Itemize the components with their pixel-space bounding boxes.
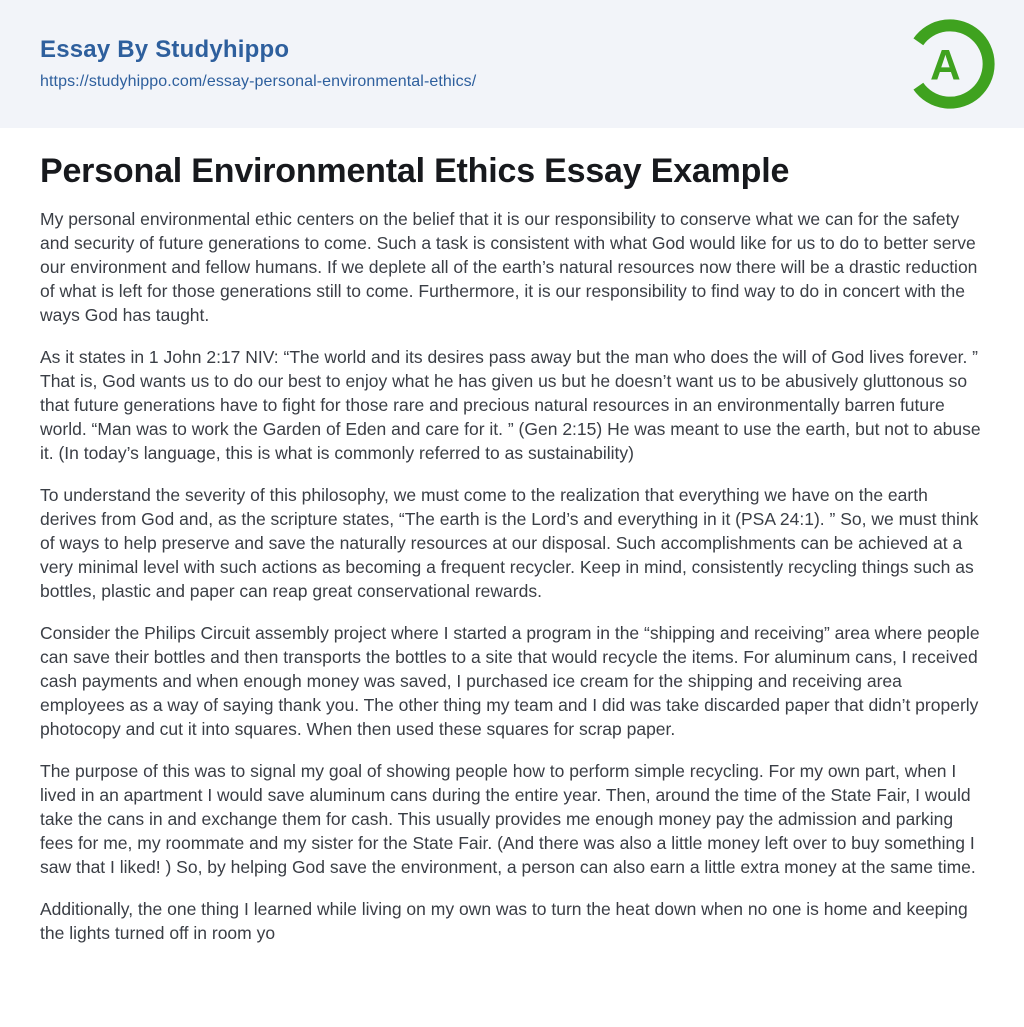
source-url-link[interactable]: https://studyhippo.com/essay-personal-environmental-ethics/ bbox=[40, 73, 477, 91]
header bbox=[0, 0, 1024, 128]
essay-paragraph-3: To understand the severity of this philosophy, we must come to the realization that everything we have on the earth derives from God and, as the scripture states, “The earth is the Lord’s and everything in it (PSA 24:1). ” So, we must think of ways to help preserve and save the naturally resources at our disposal. Such accomplishments can be achieved at a very minimal level with such actions as becoming a frequent recycler. Keep in mind, consistently recycling things such as bottles, plastic and paper can reap great conservational rewards. bbox=[40, 485, 979, 602]
open-circle-arc-icon bbox=[904, 18, 996, 110]
essay-paragraph-1: My personal environmental ethic centers on the belief that it is our responsibility to conserve what we can for the safety and security of future generations to come. Such a task is consistent with what God would like for us to do to better serve our environment and fellow humans. If we deplete all of the earth’s natural resources now there will be a drastic reduction of what is left for those generations still to come. Furthermore, it is our responsibility to find way to do in concert with the ways God has taught. bbox=[40, 209, 978, 326]
studyhippo-logo bbox=[904, 18, 996, 110]
essay-paragraph-6: Additionally, the one thing I learned while living on my own was to turn the heat down when no one is home and keeping the lights turned off in room yo bbox=[40, 899, 968, 944]
essay-content bbox=[0, 128, 1024, 1003]
logo-letter: A bbox=[930, 41, 961, 89]
essay-paragraph-2: As it states in 1 John 2:17 NIV: “The world and its desires pass away but the man who does the will of God lives forever. ” That is, God wants us to do our best to enjoy what he has given us but he doesn’t want us to be abusively gluttonous so that future generations have to fight for those rare and precious natural resources in an environmentally barren future world. “Man was to work the Garden of Eden and care for it. ” (Gen 2:15) He was meant to use the earth, but not to abuse it. (In today’s language, this is what is commonly referred to as sustainability) bbox=[40, 347, 981, 464]
site-title: Essay By Studyhippo bbox=[40, 35, 290, 63]
essay-paragraph-5: The purpose of this was to signal my goal of showing people how to perform simple recycling. For my own part, when I lived in an apartment I would save aluminum cans during the entire year. Then, around the time of the State Fair, I would take the cans in and exchange them for cash. This usually provides me enough money pay the admission and parking fees for me, my roommate and my sister for the State Fair. (And there was also a little money left over to buy something I saw that I liked! ) So, by helping God save the environment, a person can also earn a little extra money at the same time. bbox=[40, 761, 976, 878]
essay-title: Personal Environmental Ethics Essay Example bbox=[40, 152, 790, 190]
essay-paragraph-4: Consider the Philips Circuit assembly project where I started a program in the “shipping and receiving” area where people can save their bottles and then transports the bottles to a site that would recycle the items. For aluminum cans, I received cash payments and when enough money was saved, I purchased ice cream for the shipping and receiving area employees as a way of saying thank you. The other thing my team and I did was take discarded paper that didn’t properly photocopy and cut it into squares. When then used these squares for scrap paper. bbox=[40, 623, 980, 740]
header-text-block bbox=[40, 37, 476, 91]
